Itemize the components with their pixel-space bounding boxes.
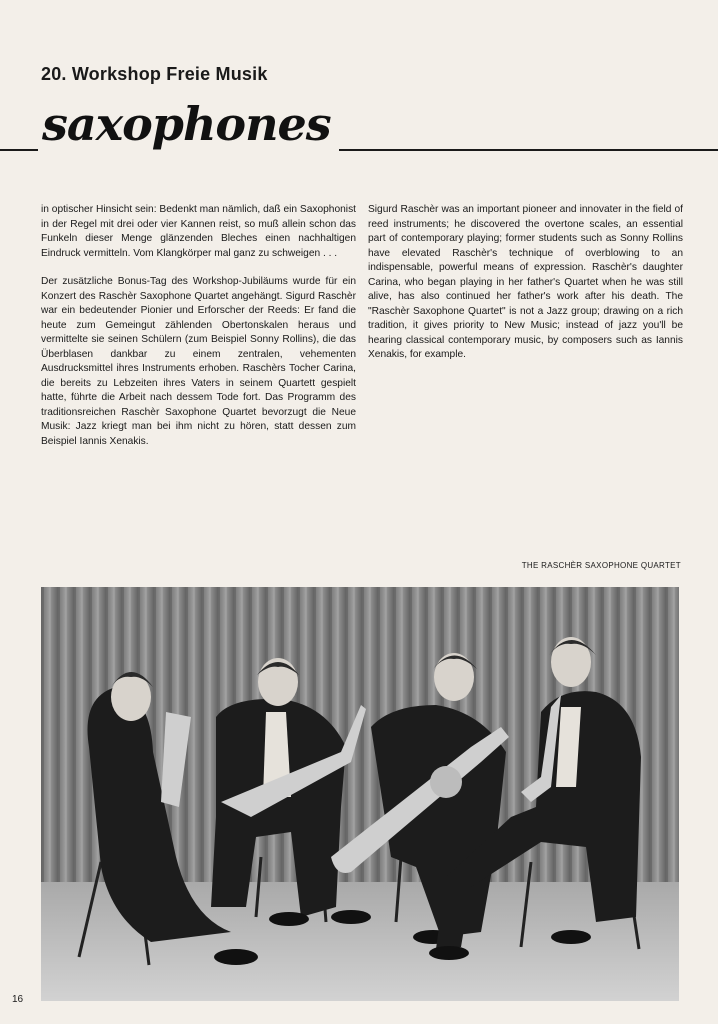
section-title: 20. Workshop Freie Musik bbox=[41, 64, 268, 84]
quartet-photo-illustration bbox=[41, 587, 679, 1001]
article-column-german bbox=[41, 203, 356, 463]
photo-caption: THE RASCHÈR SAXOPHONE QUARTET bbox=[521, 561, 681, 570]
saxophones-logo: saxophones bbox=[38, 96, 339, 152]
article-paragraph: Der zusätzliche Bonus-Tag des Workshop-Jubiläums wurde für ein Konzert des Raschèr Saxophone Quartet angehängt. Sigurd Raschèr war ein bedeutender Pionier und Erforscher der Reeds: Er fand die heute zum Gemeingut zählenden Obertonskalen heraus und vermittelte sie seinen Schülern (zum Beispiel Sonny Rollins), die das Überblasen dankbar zu einem zentralen, vehementen Ausdrucksmittel ihres Instruments erhoben. Raschèrs Tocher Carina, die bereits zu Lebzeiten ihres Vaters in seinem Quartett gespielt hatte, führte die Arbeit nach dessem Tode fort. Das Programm des traditionsreichen Raschèr Saxophone Quartet bevorzugt die Neue Musik: Jazz kriegt man bei ihm nicht zu hören, statt dessen zum Beispiel Iannis Xenakis. bbox=[41, 276, 356, 447]
article-paragraph: Sigurd Raschèr was an important pioneer and innovater in the field of reed instruments; he discovered the overtone scales, an essential part of contemporary playing; former students such as Sonny Rollins have elevated Raschèr's technique of overblowing to an indispensable, powerful means of expression. Raschèr's daughter Carina, who began playing in her father's Quartet when he was still alive, has also continued her father's work after his death. The "Raschèr Saxophone Quartet" is not a Jazz group; drawing on a rich tradition, it gives priority to New Music; instead of jazz you'll be hearing classical contemporary music, by composers such as Iannis Xenakis, for example. bbox=[368, 204, 683, 360]
article-column-english bbox=[368, 203, 683, 377]
quartet-photo bbox=[41, 587, 679, 1001]
article-paragraph: in optischer Hinsicht sein: Bedenkt man nämlich, daß ein Saxophonist in der Regel mit drei oder vier Kannen reist, so muß allein schon das Funkeln dieser Menge glänzenden Bleches einen nachhaltigen Eindruck vermitteln. Vom Klangkörper mal ganz zu schweigen . . . bbox=[41, 204, 356, 259]
page-number: 16 bbox=[12, 994, 24, 1005]
